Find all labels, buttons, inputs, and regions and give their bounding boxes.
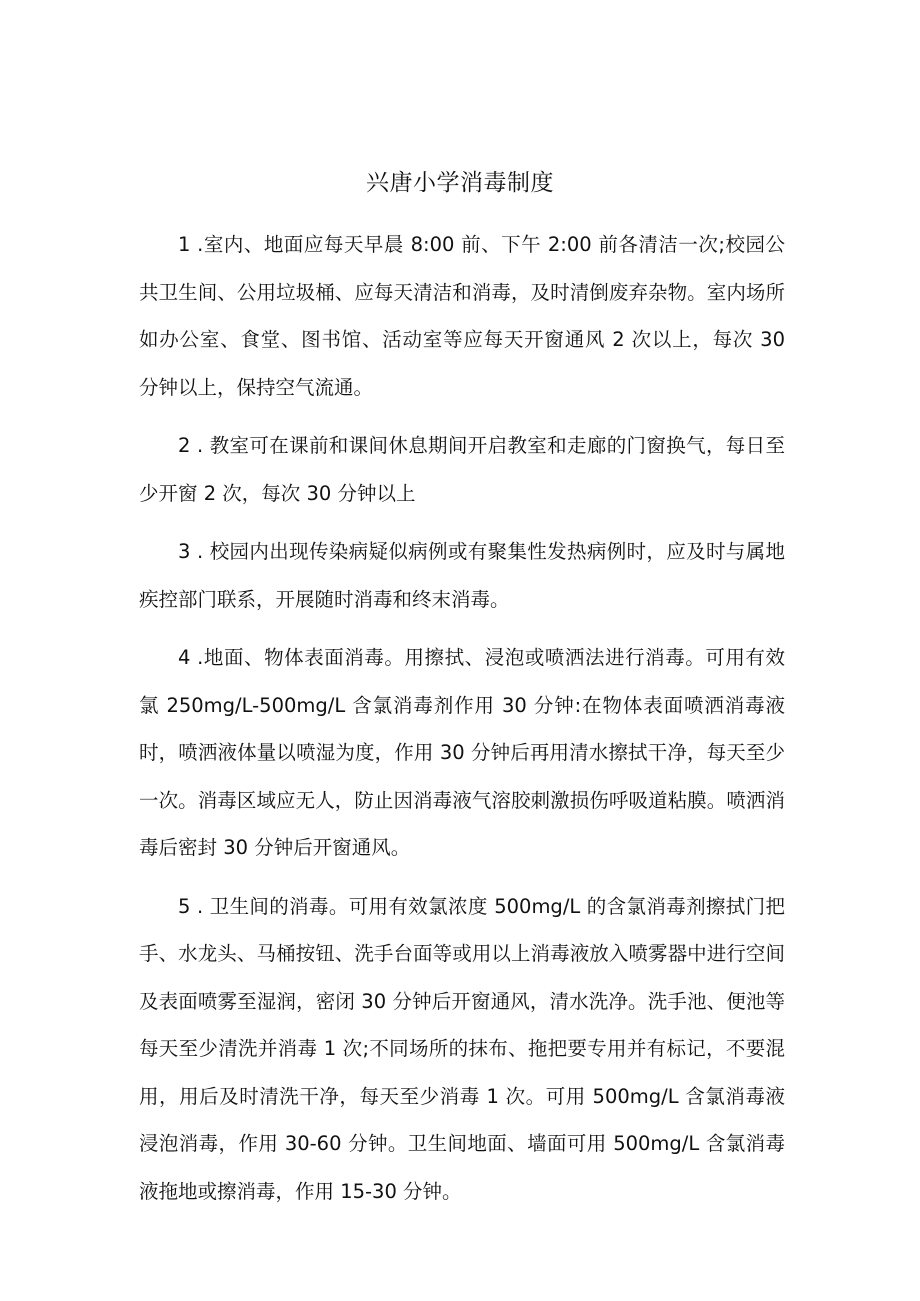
document-title: 兴唐小学消毒制度 [366, 170, 554, 196]
paragraph-1: 1 .室内、地面应每天早晨 8:00 前、下午 2:00 前各清洁一次;校园公共卫生间、公用垃圾桶、应每天清洁和消毒，及时清倒废弃杂物。室内场所如办公室、食堂、图书馆、活动室等应每天开窗通风 2 次以上，每次 30 分钟以上，保持空气流通。 [139, 233, 785, 399]
document-body [139, 221, 785, 1226]
paragraph-3: 3 . 校园内出现传染病疑似病例或有聚集性发热病例时，应及时与属地疾控部门联系，开展随时消毒和终末消毒。 [139, 540, 785, 611]
paragraph-2: 2 . 教室可在课前和课间休息期间开启教室和走廊的门窗换气，每日至少开窗 2 次，每次 30 分钟以上 [139, 434, 785, 505]
paragraph-5: 5 . 卫生间的消毒。可用有效氯浓度 500mg/L 的含氯消毒剂擦拭门把手、水龙头、马桶按钮、洗手台面等或用以上消毒液放入喷雾器中进行空间及表面喷雾至湿润，密闭 30 分钟后开窗通风，清水洗净。洗手池、便池等每天至少清洗并消毒 1 次;不同场所的抹布、拖把要专用并有标记，不要混用，用后及时清洗干净，每天至少消毒 1 次。可用 500mg/L 含氯消毒液浸泡消毒，作用 30-60 分钟。卫生间地面、墙面可用 500mg/L 含氯消毒液拖地或擦消毒，作用 15-30 分钟。 [139, 894, 785, 1203]
paragraph-4: 4 .地面、物体表面消毒。用擦拭、浸泡或喷洒法进行消毒。可用有效氯 250mg/L-500mg/L 含氯消毒剂作用 30 分钟:在物体表面喷洒消毒液时，喷洒液体量以喷湿为度，作用 30 分钟后再用清水擦拭干净，每天至少一次。消毒区域应无人，防止因消毒液气溶胶刺激损伤呼吸道粘膜。喷洒消毒后密封 30 分钟后开窗通风。 [139, 646, 785, 859]
